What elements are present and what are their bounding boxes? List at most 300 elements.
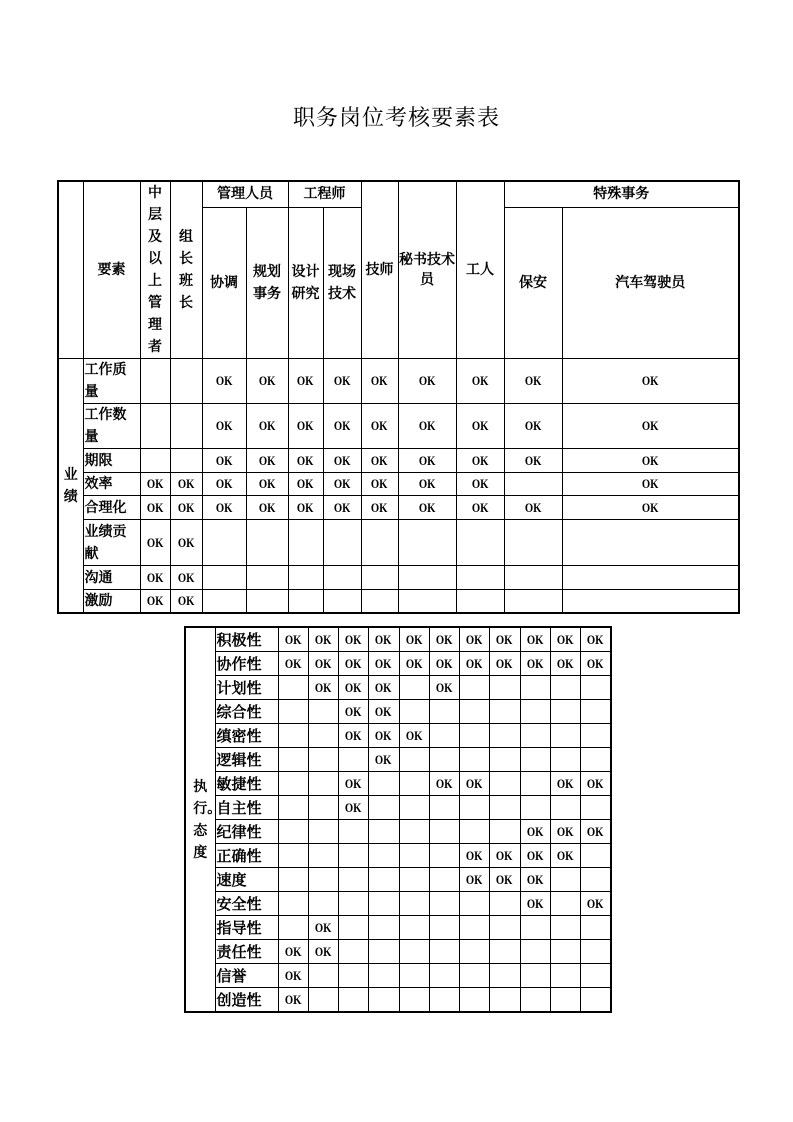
value-cell — [504, 566, 562, 590]
value-cell — [520, 964, 550, 988]
value-cell — [520, 627, 550, 652]
value-cell — [550, 748, 580, 772]
value-cell — [398, 496, 456, 520]
row-label: 纪律性 — [215, 820, 278, 844]
value-cell — [288, 520, 323, 566]
value-cell — [308, 844, 338, 868]
value-cell — [580, 940, 611, 964]
ok-mark: OK — [333, 373, 351, 388]
value-cell — [323, 566, 361, 590]
value-cell — [520, 820, 550, 844]
ok-mark: OK — [344, 679, 362, 695]
value-cell — [562, 404, 739, 449]
row-label: 缜密性 — [215, 724, 278, 748]
ok-mark: OK — [333, 499, 351, 515]
value-cell — [459, 652, 489, 676]
value-cell — [338, 676, 368, 700]
ok-mark: OK — [297, 373, 314, 388]
value-cell — [170, 359, 202, 404]
value-cell — [429, 652, 459, 676]
ok-mark: OK — [215, 452, 233, 468]
value-cell — [338, 724, 368, 748]
value-cell — [550, 676, 580, 700]
value-cell — [429, 700, 459, 724]
value-cell — [489, 820, 520, 844]
value-cell — [429, 844, 459, 868]
value-cell — [550, 724, 580, 748]
ok-mark: OK — [641, 499, 659, 515]
group-execution-attitude — [185, 627, 222, 1012]
value-cell — [504, 404, 562, 449]
value-cell — [278, 772, 308, 796]
value-cell — [323, 359, 361, 404]
value-cell — [562, 449, 739, 473]
ok-mark: OK — [418, 499, 436, 515]
corner-cell — [58, 181, 83, 359]
ok-mark: OK — [314, 655, 332, 671]
ok-mark: OK — [375, 703, 392, 719]
value-cell — [140, 496, 170, 520]
ok-mark: OK — [284, 943, 302, 959]
value-cell — [308, 820, 338, 844]
value-cell — [368, 844, 399, 868]
value-cell — [459, 772, 489, 796]
value-cell — [338, 868, 368, 892]
value-cell — [170, 590, 202, 614]
table-row — [185, 748, 611, 772]
header-planning-text: 规划事务 — [253, 263, 281, 302]
value-cell — [459, 676, 489, 700]
ok-mark: OK — [177, 476, 195, 491]
value-cell — [278, 988, 308, 1013]
value-cell — [562, 359, 739, 404]
value-cell — [459, 748, 489, 772]
value-cell — [580, 700, 611, 724]
value-cell — [140, 359, 170, 404]
ok-mark: OK — [465, 655, 483, 671]
value-cell — [361, 473, 398, 496]
row-label: 信誉 — [215, 964, 278, 988]
ok-mark: OK — [344, 727, 362, 743]
value-cell — [520, 724, 550, 748]
value-cell — [456, 566, 504, 590]
ok-mark: OK — [297, 476, 314, 491]
ok-mark: OK — [586, 655, 604, 671]
ok-mark: OK — [556, 823, 574, 839]
value-cell — [338, 772, 368, 796]
ok-mark: OK — [371, 373, 388, 388]
row-label: 工作质量 — [83, 359, 140, 404]
ok-mark: OK — [344, 631, 362, 647]
value-cell — [338, 892, 368, 916]
row-label: 计划性 — [215, 676, 278, 700]
value-cell — [308, 964, 338, 988]
value-cell — [288, 496, 323, 520]
value-cell — [338, 916, 368, 940]
ok-mark: OK — [641, 452, 659, 468]
header-team-lead-text: 组长班长 — [179, 229, 193, 311]
value-cell — [520, 676, 550, 700]
value-cell — [278, 892, 308, 916]
header-planning — [246, 207, 288, 358]
value-cell — [338, 700, 368, 724]
table-row — [58, 449, 739, 473]
ok-mark: OK — [465, 871, 483, 887]
table-row — [185, 868, 611, 892]
value-cell — [202, 520, 246, 566]
table-row — [185, 700, 611, 724]
value-cell — [278, 940, 308, 964]
value-cell — [456, 359, 504, 404]
value-cell — [504, 473, 562, 496]
value-cell — [520, 796, 550, 820]
value-cell — [368, 627, 399, 652]
value-cell — [580, 868, 611, 892]
row-label: 协作性 — [215, 652, 278, 676]
ok-mark: OK — [375, 751, 392, 767]
value-cell — [399, 868, 429, 892]
value-cell — [398, 359, 456, 404]
ok-mark: OK — [146, 593, 164, 608]
value-cell — [489, 676, 520, 700]
value-cell — [361, 449, 398, 473]
header-field — [323, 207, 361, 358]
value-cell — [399, 700, 429, 724]
value-cell — [550, 940, 580, 964]
table-row — [185, 916, 611, 940]
value-cell — [550, 844, 580, 868]
value-cell — [580, 627, 611, 652]
value-cell — [323, 520, 361, 566]
value-cell — [580, 652, 611, 676]
value-cell — [278, 844, 308, 868]
value-cell — [399, 964, 429, 988]
value-cell — [361, 566, 398, 590]
header-security: 保安 — [504, 207, 562, 358]
value-cell — [308, 796, 338, 820]
ok-mark: OK — [471, 499, 489, 515]
value-cell — [550, 868, 580, 892]
ok-mark: OK — [297, 499, 314, 515]
value-cell — [398, 449, 456, 473]
value-cell — [399, 940, 429, 964]
value-cell — [456, 449, 504, 473]
ok-mark: OK — [344, 703, 362, 719]
value-cell — [456, 496, 504, 520]
ok-mark: OK — [435, 631, 453, 647]
table-row — [185, 820, 611, 844]
value-cell — [308, 940, 338, 964]
value-cell — [140, 590, 170, 614]
ok-mark: OK — [333, 476, 351, 491]
header-design-text: 设计研究 — [291, 263, 320, 302]
ok-mark: OK — [314, 919, 332, 935]
value-cell — [580, 988, 611, 1013]
value-cell — [580, 892, 611, 916]
ok-mark: OK — [526, 871, 544, 887]
ok-mark: OK — [586, 775, 604, 791]
ok-mark: OK — [524, 452, 542, 468]
row-label: 安全性 — [215, 892, 278, 916]
value-cell — [308, 748, 338, 772]
table-row — [185, 627, 611, 652]
value-cell — [288, 359, 323, 404]
value-cell — [170, 449, 202, 473]
ok-mark: OK — [284, 967, 302, 983]
value-cell — [308, 724, 338, 748]
value-cell — [202, 404, 246, 449]
table-row — [185, 964, 611, 988]
header-management-group: 管理人员 — [202, 181, 288, 207]
value-cell — [399, 796, 429, 820]
value-cell — [489, 652, 520, 676]
ok-mark: OK — [556, 775, 574, 791]
ok-mark: OK — [526, 655, 544, 671]
value-cell — [459, 916, 489, 940]
value-cell — [550, 916, 580, 940]
value-cell — [140, 520, 170, 566]
row-label: 激励 — [83, 590, 140, 614]
row-label: 正确性 — [215, 844, 278, 868]
value-cell — [489, 844, 520, 868]
group-performance — [58, 359, 83, 614]
value-cell — [520, 988, 550, 1013]
ok-mark: OK — [215, 418, 233, 433]
value-cell — [361, 404, 398, 449]
value-cell — [504, 449, 562, 473]
value-cell — [580, 844, 611, 868]
ok-mark: OK — [471, 373, 489, 388]
value-cell — [562, 496, 739, 520]
value-cell — [399, 652, 429, 676]
value-cell — [323, 449, 361, 473]
header-middle-manager — [140, 181, 170, 359]
ok-mark: OK — [465, 775, 483, 791]
ok-mark: OK — [526, 847, 544, 863]
value-cell — [489, 796, 520, 820]
ok-mark: OK — [556, 631, 574, 647]
value-cell — [580, 820, 611, 844]
header-element: 要素 — [83, 181, 140, 359]
value-cell — [323, 590, 361, 614]
value-cell — [520, 700, 550, 724]
value-cell — [398, 404, 456, 449]
value-cell — [278, 748, 308, 772]
value-cell — [288, 566, 323, 590]
value-cell — [368, 700, 399, 724]
ok-mark: OK — [375, 679, 392, 695]
value-cell — [338, 820, 368, 844]
value-cell — [459, 964, 489, 988]
value-cell — [278, 652, 308, 676]
ok-mark: OK — [418, 418, 436, 433]
row-label: 工作数量 — [83, 404, 140, 449]
row-label: 积极性 — [215, 627, 278, 652]
value-cell — [246, 404, 288, 449]
ok-mark: OK — [418, 373, 436, 388]
value-cell — [338, 748, 368, 772]
ok-mark: OK — [375, 631, 392, 647]
ok-mark: OK — [405, 655, 423, 671]
value-cell — [202, 496, 246, 520]
value-cell — [429, 796, 459, 820]
value-cell — [489, 892, 520, 916]
value-cell — [429, 916, 459, 940]
value-cell — [278, 700, 308, 724]
row-label: 责任性 — [215, 940, 278, 964]
value-cell — [278, 676, 308, 700]
value-cell — [170, 473, 202, 496]
table-row — [185, 676, 611, 700]
value-cell — [429, 627, 459, 652]
value-cell — [368, 724, 399, 748]
value-cell — [323, 496, 361, 520]
value-cell — [550, 964, 580, 988]
ok-mark: OK — [215, 476, 233, 491]
value-cell — [278, 916, 308, 940]
value-cell — [368, 772, 399, 796]
ok-mark: OK — [258, 452, 276, 468]
ok-mark: OK — [641, 418, 659, 433]
value-cell — [520, 940, 550, 964]
value-cell — [399, 724, 429, 748]
value-cell — [323, 473, 361, 496]
table-row — [185, 892, 611, 916]
value-cell — [368, 652, 399, 676]
ok-mark: OK — [375, 655, 392, 671]
ok-mark: OK — [435, 775, 453, 791]
ok-mark: OK — [496, 631, 513, 647]
table-row — [185, 940, 611, 964]
value-cell — [278, 627, 308, 652]
value-cell — [456, 590, 504, 614]
header-technician: 技师 — [361, 181, 398, 359]
value-cell — [368, 676, 399, 700]
value-cell — [489, 916, 520, 940]
row-label: 效率 — [83, 473, 140, 496]
value-cell — [456, 404, 504, 449]
value-cell — [429, 940, 459, 964]
table-row — [58, 520, 739, 566]
value-cell — [398, 590, 456, 614]
value-cell — [288, 449, 323, 473]
value-cell — [429, 964, 459, 988]
value-cell — [459, 627, 489, 652]
value-cell — [288, 473, 323, 496]
header-field-text: 现场技术 — [328, 263, 356, 302]
value-cell — [246, 590, 288, 614]
value-cell — [459, 868, 489, 892]
value-cell — [278, 796, 308, 820]
ok-mark: OK — [146, 569, 164, 585]
ok-mark: OK — [418, 476, 436, 491]
row-label: 逻辑性 — [215, 748, 278, 772]
ok-mark: OK — [258, 499, 276, 515]
value-cell — [459, 940, 489, 964]
value-cell — [520, 652, 550, 676]
value-cell — [361, 496, 398, 520]
ok-mark: OK — [284, 631, 302, 647]
value-cell — [459, 796, 489, 820]
ok-mark: OK — [471, 476, 489, 491]
value-cell — [278, 724, 308, 748]
value-cell — [550, 772, 580, 796]
ok-mark: OK — [375, 727, 392, 743]
ok-mark: OK — [314, 943, 332, 959]
table-row — [58, 496, 739, 520]
value-cell — [308, 916, 338, 940]
ok-mark: OK — [418, 452, 436, 468]
ok-mark: OK — [526, 895, 544, 911]
ok-mark: OK — [471, 418, 489, 433]
table-row — [58, 566, 739, 590]
ok-mark: OK — [471, 452, 489, 468]
ok-mark: OK — [258, 373, 276, 388]
ok-mark: OK — [465, 631, 483, 647]
value-cell — [368, 964, 399, 988]
value-cell — [456, 520, 504, 566]
value-cell — [520, 868, 550, 892]
value-cell — [550, 700, 580, 724]
value-cell — [489, 964, 520, 988]
group-label-text: 业绩 — [63, 466, 78, 505]
value-cell — [140, 404, 170, 449]
page-title: 职务岗位考核要素表 — [292, 106, 500, 131]
table-row — [58, 473, 739, 496]
ok-mark: OK — [496, 847, 513, 863]
row-label: 业绩贡献 — [83, 520, 140, 566]
value-cell — [504, 496, 562, 520]
ok-mark: OK — [146, 534, 164, 550]
value-cell — [361, 520, 398, 566]
value-cell — [246, 449, 288, 473]
ok-mark: OK — [496, 655, 513, 671]
value-cell — [368, 748, 399, 772]
value-cell — [308, 676, 338, 700]
value-cell — [550, 627, 580, 652]
ok-mark: OK — [371, 499, 388, 515]
value-cell — [580, 772, 611, 796]
value-cell — [399, 844, 429, 868]
value-cell — [338, 627, 368, 652]
value-cell — [489, 724, 520, 748]
value-cell — [368, 940, 399, 964]
ok-mark: OK — [297, 452, 314, 468]
value-cell — [562, 590, 739, 614]
performance-table — [57, 180, 740, 614]
value-cell — [308, 868, 338, 892]
value-cell — [361, 359, 398, 404]
value-cell — [562, 566, 739, 590]
ok-mark: OK — [371, 452, 388, 468]
value-cell — [399, 988, 429, 1013]
value-cell — [456, 473, 504, 496]
header-design — [288, 207, 323, 358]
value-cell — [288, 404, 323, 449]
ok-mark: OK — [284, 655, 302, 671]
value-cell — [140, 449, 170, 473]
row-label: 敏捷性 — [215, 772, 278, 796]
value-cell — [278, 820, 308, 844]
value-cell — [308, 988, 338, 1013]
value-cell — [580, 676, 611, 700]
value-cell — [170, 496, 202, 520]
header-team-lead — [170, 181, 202, 359]
table-row — [185, 796, 611, 820]
value-cell — [580, 916, 611, 940]
header-middle-manager-text: 中层及以上管理者 — [148, 185, 162, 355]
ok-mark: OK — [371, 476, 388, 491]
